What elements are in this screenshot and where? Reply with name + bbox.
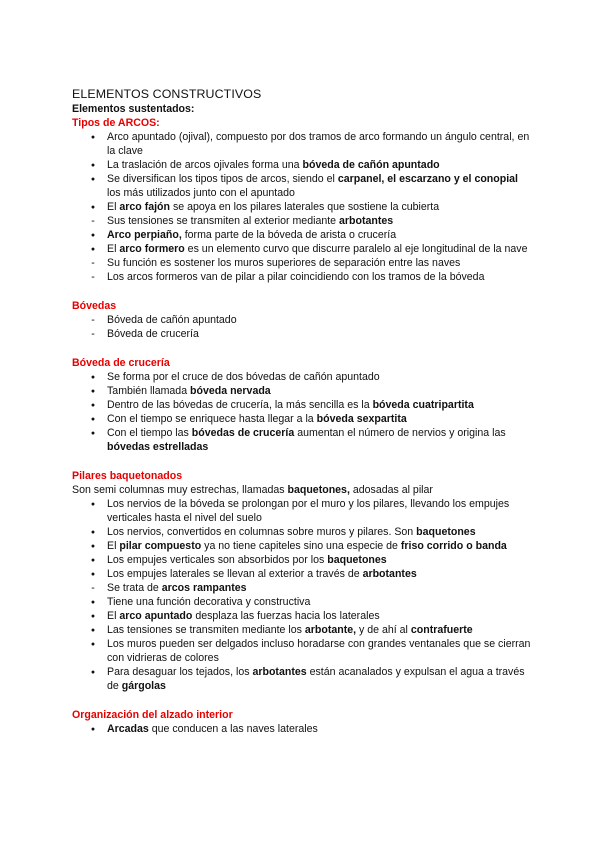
text-run: es un elemento curvo que discurre paralelo al eje longitudinal de la nave [184,243,528,255]
section-intro [72,483,532,497]
text-run: desplaza las fuerzas hacia los laterales [192,610,380,622]
section-list [72,313,532,341]
list-item [107,595,532,609]
bold-term: arco fajón [119,201,171,213]
dash-marker [88,214,98,228]
section-pilares-baquetonados [72,469,532,693]
text-run: y de ahí al [356,624,411,636]
bold-term: arbotante, [304,624,357,636]
bullet-marker [88,497,98,513]
dash-marker [88,270,98,284]
bold-term: baquetones, [287,484,350,496]
document-subtitle: Elementos sustentados: [72,103,195,115]
bold-term: arbotantes [362,568,417,580]
bullet-marker [88,130,98,146]
text-run: se apoya en los pilares laterales que sostiene la cubierta [170,201,440,213]
text-run: los más utilizados junto con el apuntado [107,187,295,199]
text-run: están acanalados y expulsan el agua a través de [107,666,525,692]
list-item [107,242,532,256]
section-heading: Bóvedas [72,300,117,312]
bold-term: Arco perpiaño, [107,229,182,241]
text-run: Los muros pueden ser delgados incluso horadarse con grandes ventanales que se cierran con vidrieras de colores [107,638,531,664]
list-item [107,172,532,200]
list-item [107,270,532,284]
text-run: Las tensiones se transmiten mediante los [107,624,305,636]
text-run: aumentan el número de nervios y origina las [294,427,506,439]
text-run: ya no tiene capiteles sino una especie de [201,540,401,552]
list-item [107,214,532,228]
list-item [107,539,532,553]
section-list [72,497,532,693]
list-item [107,256,532,270]
bullet-marker [88,665,98,681]
document-title: ELEMENTOS CONSTRUCTIVOS [72,87,262,101]
list-item [107,722,532,736]
text-run: El [107,201,120,213]
bold-term: bóveda cuatripartita [372,399,474,411]
section-list [72,722,532,736]
bold-term: bóveda sexpartita [316,413,407,425]
bold-term: arco formero [119,243,185,255]
text-run: El [107,540,120,552]
bold-term: pilar compuesto [119,540,202,552]
list-item [107,497,532,525]
bold-term: arbotantes [339,215,394,227]
text-run: Para desaguar los tejados, los [107,666,253,678]
list-item [107,200,532,214]
bold-term: carpanel, el escarzano y el conopial [337,173,518,185]
document-content [72,87,532,736]
section-heading: Pilares baquetonados [72,470,183,482]
list-item [107,581,532,595]
section-arcos [72,116,532,284]
text-run: que conducen a las naves laterales [148,723,318,735]
bullet-marker [88,426,98,442]
text-run: Bóveda de crucería [107,328,199,340]
list-item [107,412,532,426]
bold-term: bóvedas estrelladas [107,441,209,453]
list-item [107,553,532,567]
text-run: Son semi columnas muy estrechas, llamadas [72,484,288,496]
bold-term: bóveda de cañón apuntado [302,159,440,171]
list-item [107,158,532,172]
section-heading: Bóveda de crucería [72,357,170,369]
bold-term: bóvedas de crucería [191,427,295,439]
bold-term: gárgolas [121,680,166,692]
text-run: Con el tiempo las [107,427,192,439]
list-item [107,384,532,398]
bold-term: baquetones [327,554,387,566]
section-boveda-cruceria [72,356,532,454]
text-run: Se trata de [107,582,162,594]
text-run: Los empujes verticales son absorbidos por los [107,554,328,566]
text-run: Dentro de las bóvedas de crucería, la más sencilla es la [107,399,373,411]
dash-marker [88,313,98,327]
text-run: Con el tiempo se enriquece hasta llegar a la [107,413,317,425]
text-run: También llamada [107,385,191,397]
text-run: La traslación de arcos ojivales forma una [107,159,303,171]
text-run: Se forma por el cruce de dos bóvedas de cañón apuntado [107,371,380,383]
section-list [72,130,532,284]
bold-term: Arcadas [107,723,149,735]
dash-marker [88,256,98,270]
text-run: Se diversifican los tipos tipos de arcos, siendo el [107,173,338,185]
text-run: El [107,243,120,255]
text-run: El [107,610,120,622]
list-item [107,228,532,242]
text-run: adosadas al pilar [349,484,433,496]
section-heading: Organización del alzado interior [72,709,233,721]
section-list [72,370,532,454]
text-run: Los nervios de la bóveda se prolongan por el muro y los pilares, llevando los empujes verticales hasta el nivel del suelo [107,498,510,524]
bullet-marker [88,637,98,653]
list-item [107,426,532,454]
bullet-marker [88,722,98,738]
bold-term: arco apuntado [119,610,193,622]
bullet-marker [88,172,98,188]
bold-term: bóveda nervada [190,385,271,397]
text-run: Los nervios, convertidos en columnas sobre muros y pilares. Son [107,526,417,538]
text-run: Los empujes laterales se llevan al exterior a través de [107,568,363,580]
section-bovedas [72,299,532,341]
list-item [107,637,532,665]
dash-marker [88,327,98,341]
text-run: Sus tensiones se transmiten al exterior mediante [107,215,340,227]
list-item [107,327,532,341]
dash-marker [88,581,98,595]
text-run: Bóveda de cañón apuntado [107,314,237,326]
list-item [107,130,532,158]
list-item [107,398,532,412]
section-alzado-interior [72,708,532,736]
list-item [107,623,532,637]
text-run: Arco apuntado (ojival), compuesto por dos tramos de arco formando un ángulo central, en la clave [107,131,530,157]
bold-term: arbotantes [252,666,307,678]
text-run: Tiene una función decorativa y constructiva [107,596,311,608]
text-run: Los arcos formeros van de pilar a pilar coincidiendo con los tramos de la bóveda [107,271,485,283]
bold-term: friso corrido o banda [400,540,507,552]
list-item [107,567,532,581]
bold-term: baquetones [416,526,476,538]
bold-term: contrafuerte [410,624,473,636]
list-item [107,313,532,327]
text-run: forma parte de la bóveda de arista o crucería [181,229,397,241]
list-item [107,525,532,539]
list-item [107,609,532,623]
section-heading: Tipos de ARCOS: [72,117,160,129]
bold-term: arcos rampantes [161,582,247,594]
text-run: Su función es sostener los muros superiores de separación entre las naves [107,257,461,269]
list-item [107,370,532,384]
list-item [107,665,532,693]
